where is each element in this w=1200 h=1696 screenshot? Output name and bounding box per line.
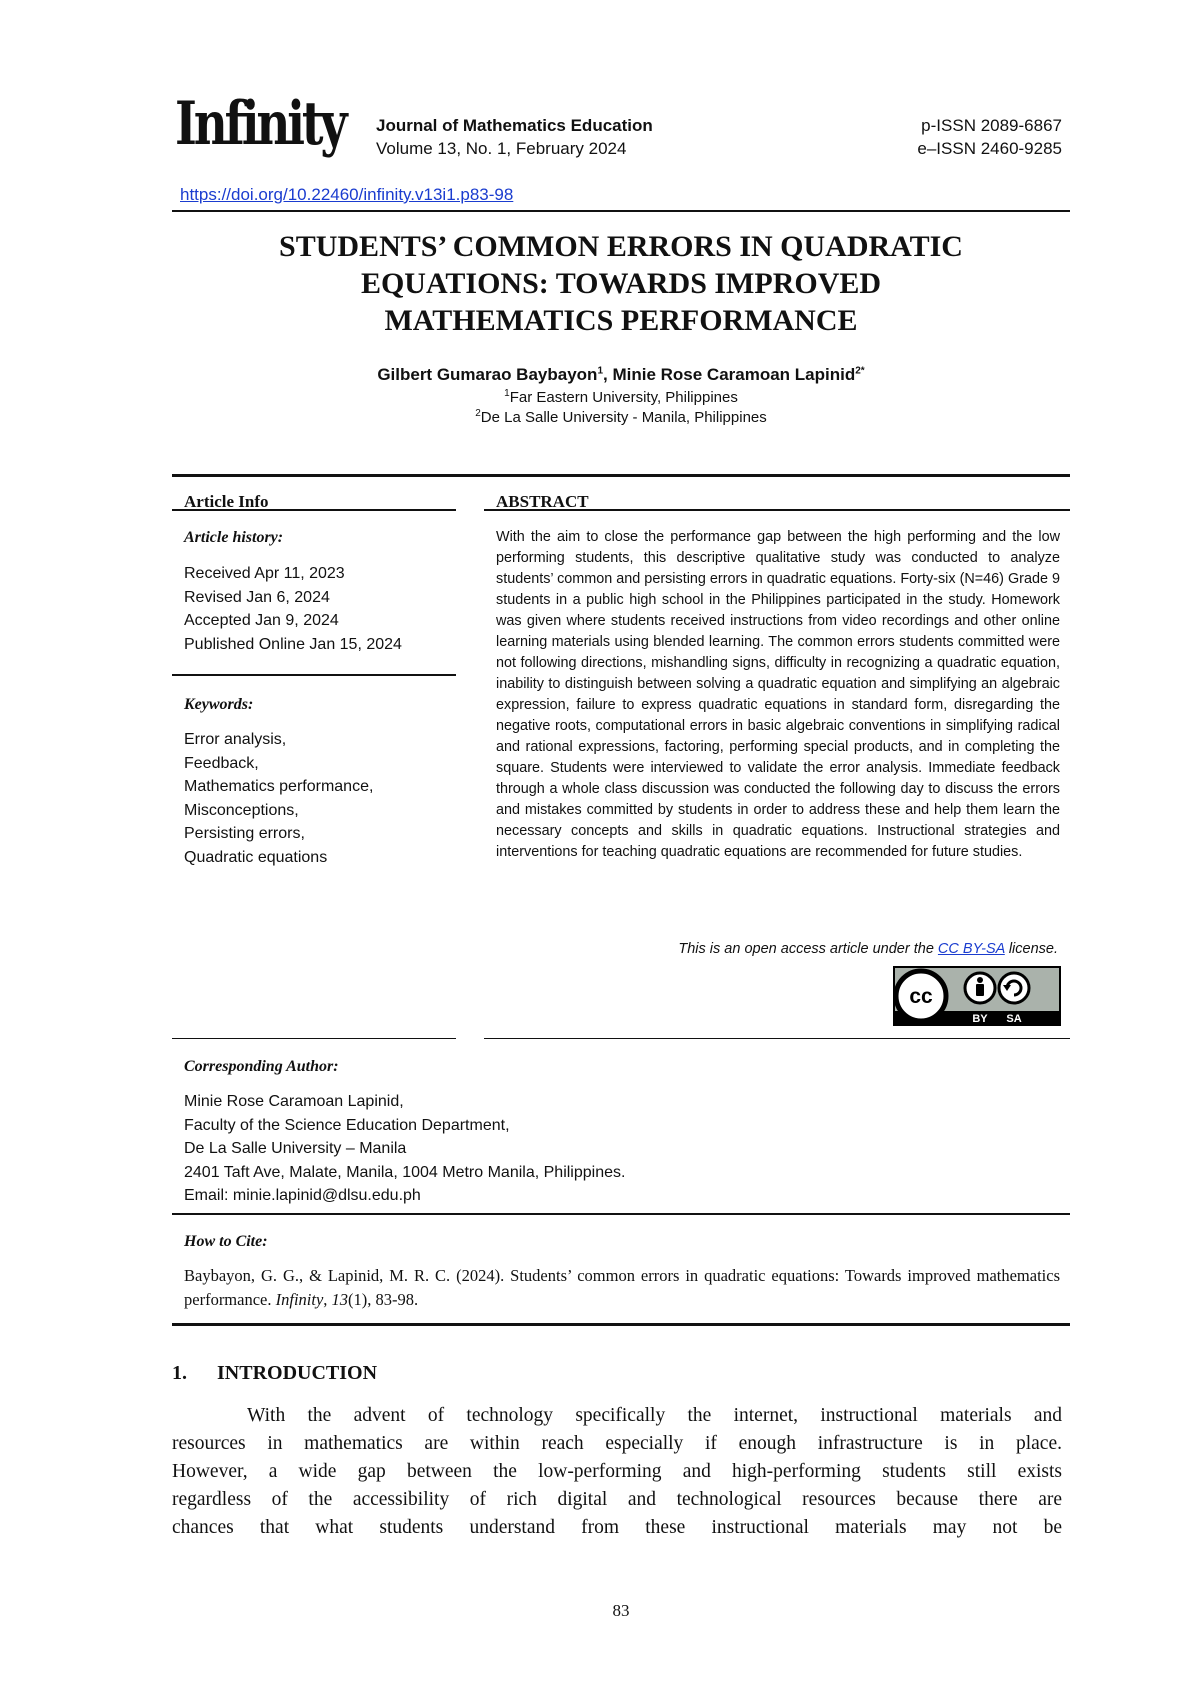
keywords-heading: Keywords: [184, 696, 254, 713]
affiliation [172, 409, 1070, 426]
citation-journal: Infinity [275, 1290, 324, 1309]
title-line: STUDENTS’ COMMON ERRORS IN QUADRATIC [279, 230, 963, 263]
corresponding-author-details [184, 1090, 625, 1208]
issn-online: e–ISSN 2460-9285 [917, 139, 1062, 158]
history-item: Received Apr 11, 2023 [184, 565, 345, 582]
keyword-item: Mathematics performance, [184, 778, 374, 795]
doi-link[interactable]: https://doi.org/10.22460/infinity.v13i1.p83-98 [180, 185, 514, 204]
paragraph-line: chances that what students understand from these instructional materials may not be [172, 1517, 1062, 1538]
journal-name: Journal of Mathematics Education [376, 116, 653, 135]
section-number: 1. [172, 1362, 187, 1384]
author-list [172, 365, 1070, 385]
affiliation [172, 389, 1070, 406]
author-name: Gilbert Gumarao Baybayon [377, 365, 598, 384]
keyword-item: Error analysis, [184, 731, 287, 748]
license-statement [678, 941, 1058, 957]
article-title [172, 228, 1070, 339]
info-top-rule [172, 474, 1070, 477]
cite-bottom-rule [172, 1323, 1070, 1326]
abstract-bottom-rule [484, 1038, 1070, 1039]
author-name: Minie Rose Caramoan Lapinid [612, 365, 856, 384]
keyword-item: Misconceptions, [184, 801, 299, 819]
abstract-heading: ABSTRACT [496, 492, 589, 511]
history-item: Published Online Jan 15, 2024 [184, 635, 402, 653]
affiliation-mark: 1 [504, 388, 510, 399]
keyword-item: Persisting errors, [184, 825, 305, 842]
article-history-heading: Article history: [184, 529, 284, 546]
attribution-icon-body [976, 984, 984, 996]
cc-icon-label: cc [909, 985, 933, 1008]
by-label: BY [972, 1013, 988, 1025]
title-line: MATHEMATICS PERFORMANCE [384, 304, 858, 337]
abstract-text: With the aim to close the performance gap between the high performing and the low performing students, this descriptive qualitative study was conducted to analyze students’ common and persisting errors in quadratic equations. Forty-six (N=46) Grade 9 students in a public high school in the Philippines participated in the study. Homework was given where students received instructions from video recordings and other online learning materials using blended learning. The common errors students committed were not following directions, mishandling signs, difficulty in recognizing a quadratic equation, inability to distinguish between solving a quadratic equation and simplifying an algebraic expression, failure to express quadratic equations in standard form, disregarding the negative roots, computational errors in basic algebraic conventions in simplifying radical and rational expressions, factoring, performing special products, and in completing the square. Students were interviewed to validate the error analysis. Immediate feedback through a whole class discussion was conducted the following day to discuss the errors and mistakes committed by students in order to address these and help them learn the necessary concepts and skills in quadratic equations. Instructional strategies and interventions for teaching quadratic equations are recommended for future studies. [496, 529, 1060, 860]
corresponding-bottom-rule [172, 1213, 1070, 1215]
affiliation-mark: 2 [475, 408, 481, 419]
affiliation-text: Far Eastern University, Philippines [509, 389, 738, 406]
corresponding-line: Faculty of the Science Education Department, [184, 1116, 510, 1134]
page-number: 83 [612, 1601, 630, 1620]
keyword-item: Quadratic equations [184, 848, 328, 866]
author-affiliation-mark: 1 [597, 365, 603, 377]
info-bottom-rule [172, 1038, 456, 1039]
issn-print: p-ISSN 2089-6867 [921, 116, 1062, 135]
paragraph-line: With the advent of technology specifically the internet, instructional materials and [247, 1405, 1062, 1426]
corresponding-line: De La Salle University – Manila [184, 1140, 407, 1157]
corresponding-email: Email: minie.lapinid@dlsu.edu.ph [184, 1187, 421, 1204]
history-divider [172, 674, 456, 676]
share-alike-icon [999, 973, 1029, 1003]
keyword-item: Feedback, [184, 754, 259, 772]
citation-separator: , [323, 1290, 332, 1309]
keywords-list [184, 728, 373, 869]
corresponding-author-heading: Corresponding Author: [184, 1058, 339, 1075]
journal-volume: Volume 13, No. 1, February 2024 [376, 139, 627, 158]
header-divider [172, 210, 1070, 212]
paragraph-line: resources in mathematics are within reach especially if enough infrastructure is in place. [172, 1433, 1062, 1454]
section-heading: INTRODUCTION [217, 1362, 378, 1384]
citation-pages: (1), 83-98. [348, 1290, 419, 1309]
how-to-cite-heading: How to Cite: [184, 1233, 268, 1250]
history-item: Revised Jan 6, 2024 [184, 588, 330, 606]
article-history-list [184, 562, 402, 656]
citation-text [184, 1264, 1060, 1312]
license-link[interactable]: CC BY-SA [937, 941, 1005, 957]
license-prefix: This is an open access article under the [678, 941, 938, 957]
corresponding-line: Minie Rose Caramoan Lapinid, [184, 1093, 404, 1110]
sa-label: SA [1006, 1013, 1022, 1025]
license-suffix: license. [1004, 941, 1058, 957]
affiliation-text: De La Salle University - Manila, Philippines [480, 409, 767, 426]
attribution-icon-head [977, 977, 983, 983]
cc-by-sa-badge[interactable] [893, 966, 1061, 1026]
title-line: EQUATIONS: TOWARDS IMPROVED [360, 267, 882, 300]
author-separator: , [603, 365, 613, 384]
article-info-heading: Article Info [184, 492, 269, 511]
journal-logo: Infinity [175, 89, 345, 159]
introduction-paragraph [172, 1402, 1062, 1542]
corresponding-line: 2401 Taft Ave, Malate, Manila, 1004 Metro Manila, Philippines. [184, 1163, 626, 1181]
author-affiliation-mark: 2* [855, 365, 865, 377]
citation-main: Baybayon, G. G., & Lapinid, M. R. C. (2024). Students’ common errors in quadratic equations: Towards improved mathematics performance. [184, 1266, 1060, 1309]
citation-volume: 13 [331, 1290, 349, 1309]
paragraph-line: However, a wide gap between the low-performing and high-performing students still exists [172, 1461, 1062, 1482]
paragraph-line: regardless of the accessibility of rich digital and technological resources because there are [172, 1489, 1062, 1510]
history-item: Accepted Jan 9, 2024 [184, 612, 339, 629]
